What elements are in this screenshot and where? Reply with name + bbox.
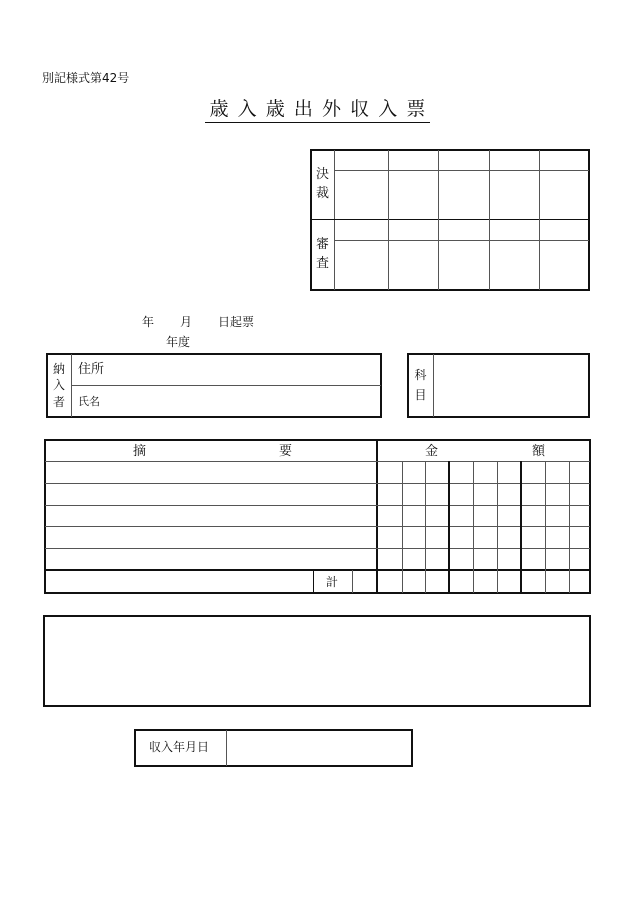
title-char: 歳 [209,98,229,120]
name-label: 氏名 [78,395,100,408]
title-char: 票 [406,98,426,120]
header-kingaku-left: 金 [425,444,439,459]
fiscal-year: 年度 [166,335,191,349]
title-char: 収 [350,98,370,120]
total-label: 計 [326,575,339,589]
page-title [205,98,430,123]
shinsa-label: 審 査 [315,237,329,271]
subject-label: 科 目 [414,368,427,402]
title-char: 外 [322,98,342,120]
address-label: 住所 [78,362,105,377]
date-year: 年 [142,315,155,329]
receipt-date-label: 収入年月日 [149,740,210,754]
date-month: 月 [180,315,193,329]
title-char: 出 [293,98,313,120]
title-char: 歳 [265,98,285,120]
kessai-label: 決 裁 [315,166,329,201]
header-tekiyo-right: 要 [279,444,293,459]
form-number: 別記様式第42号 [42,71,130,85]
payer-label: 納 入 者 [52,362,65,409]
title-char: 入 [378,98,398,120]
subject-box [407,353,590,418]
date-day-kihyo: 日起票 [218,315,255,329]
title-char: 入 [237,98,257,120]
remarks-box [43,615,591,707]
header-tekiyo-left: 摘 [133,444,147,459]
header-kingaku-right: 額 [532,444,546,459]
